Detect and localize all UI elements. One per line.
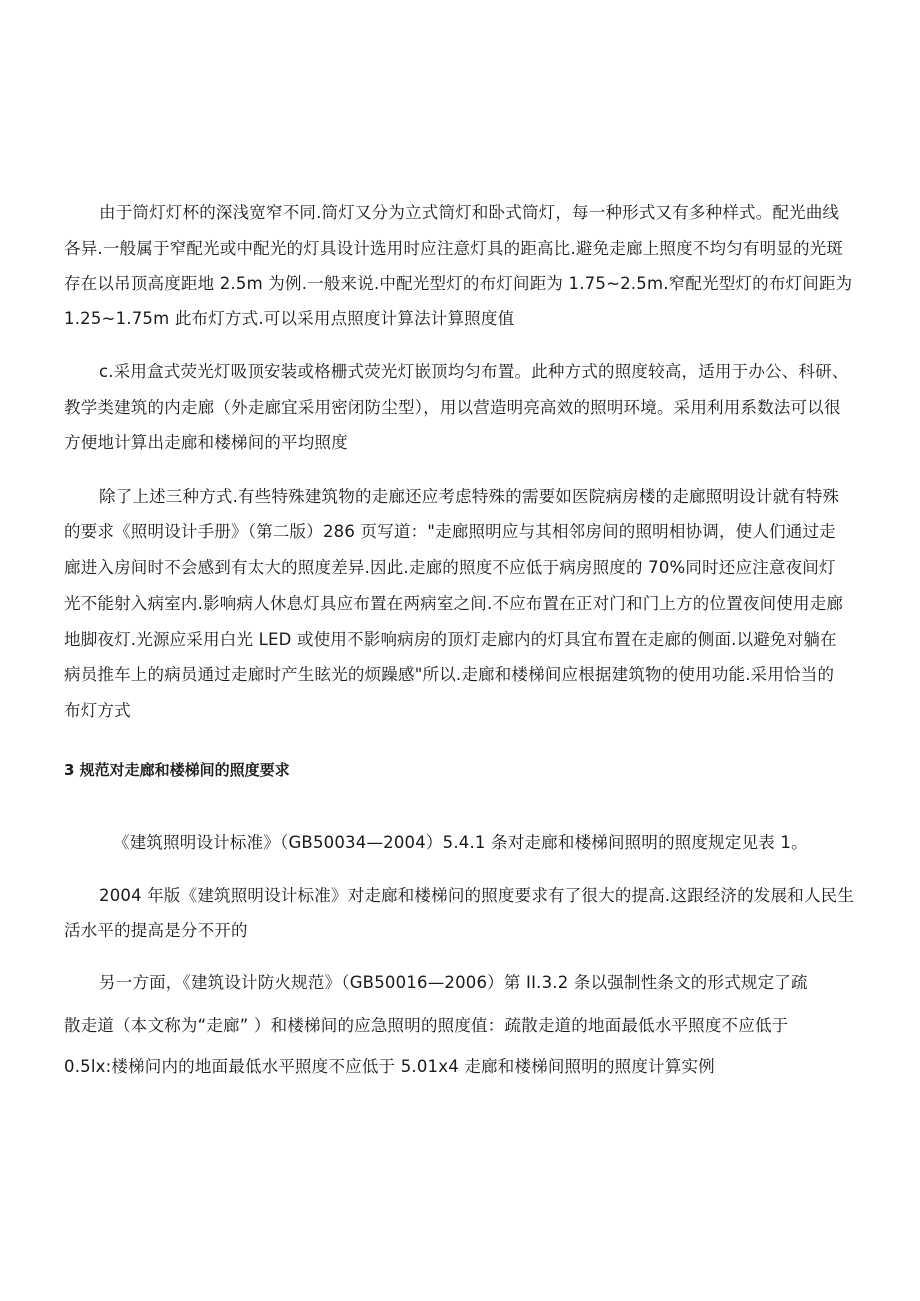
paragraph2-line-2: 教学类建筑的内走廊（外走廊宜采用密闭防尘型），用以营造明亮高效的照明环境。采用利用系数法可以很 xyxy=(64,398,841,417)
paragraph6-line-3: 0.5lx:楼梯问内的地面最低水平照度不应低于 5.01x4 走廊和楼梯间照明的照度计算实例 xyxy=(64,1057,715,1076)
paragraph5-line-2: 活水平的提高是分不开的 xyxy=(64,921,248,940)
paragraph1-line-3: 存在以吊顶高度距地 2.5m 为例.一般来说.中配光型灯的布灯间距为 1.75~2.5m.窄配光型灯的布灯间距为 xyxy=(64,274,853,293)
paragraph3-line-5: 地脚夜灯.光源应采用白光 LED 或使用不影响病房的顶灯走廊内的灯具宜布置在走廊的侧面.以避免对躺在 xyxy=(64,630,837,649)
paragraph6-line-2: 散走道（本文称为“走廊” ）和楼梯间的应急照明的照度值：疏散走道的地面最低水平照度不应低于 xyxy=(64,1016,789,1035)
paragraph3-line-6: 病员推车上的病员通过走廊时产生眩光的烦躁感"所以.走廊和楼梯间应根据建筑物的使用功能.采用恰当的 xyxy=(64,665,835,684)
paragraph1-line-2: 各异.一般属于窄配光或中配光的灯具设计选用时应注意灯具的距高比.避免走廊上照度不均匀有明显的光斑 xyxy=(64,239,844,258)
paragraph1-line-4: 1.25~1.75m 此布灯方式.可以采用点照度计算法计算照度值 xyxy=(64,309,515,328)
paragraph3-line-3: 廊进入房间时不会感到有太大的照度差异.因此.走廊的照度不应低于病房照度的 70%同时还应注意夜间灯 xyxy=(64,558,836,577)
paragraph3-line-2: 的要求《照明设计手册》（第二版）286 页写道："走廊照明应与其相邻房间的照明相协调，使人们通过走 xyxy=(64,522,836,541)
paragraph3-line-7: 布灯方式 xyxy=(64,701,131,720)
paragraph3-line-1: 除了上述三种方式.有些特殊建筑物的走廊还应考虑特殊的需要如医院病房楼的走廊照明设计就有特殊 xyxy=(99,487,840,506)
paragraph2-line-1: c.采用盒式荧光灯吸顶安装或格栅式荧光灯嵌顶均匀布置。此种方式的照度较高，适用于办公、科研、 xyxy=(99,362,849,381)
paragraph1-line-1: 由于筒灯灯杯的深浅宽窄不同.筒灯又分为立式筒灯和卧式筒灯，每一种形式又有多种样式。配光曲线 xyxy=(99,203,840,222)
section-heading: 3 规范对走廊和楼梯间的照度要求 xyxy=(64,761,290,779)
paragraph4-line-1: 《建筑照明设计标准》（GB50034—2004）5.4.1 条对走廊和楼梯间照明的照度规定见表 1。 xyxy=(113,833,808,852)
paragraph3-line-4: 光不能射入病室内.影响病人休息灯具应布置在两病室之间.不应布置在正对门和门上方的位置夜间使用走廊 xyxy=(64,594,844,613)
paragraph5-line-1: 2004 年版《建筑照明设计标准》对走廊和楼梯问的照度要求有了很大的提高.这跟经济的发展和人民生 xyxy=(99,886,855,905)
paragraph2-line-3: 方便地计算出走廊和楼梯间的平均照度 xyxy=(64,433,348,452)
paragraph6-line-1: 另一方面，《建筑设计防火规范》（GB50016—2006）第 II.3.2 条以强制性条文的形式规定了疏 xyxy=(99,973,808,992)
